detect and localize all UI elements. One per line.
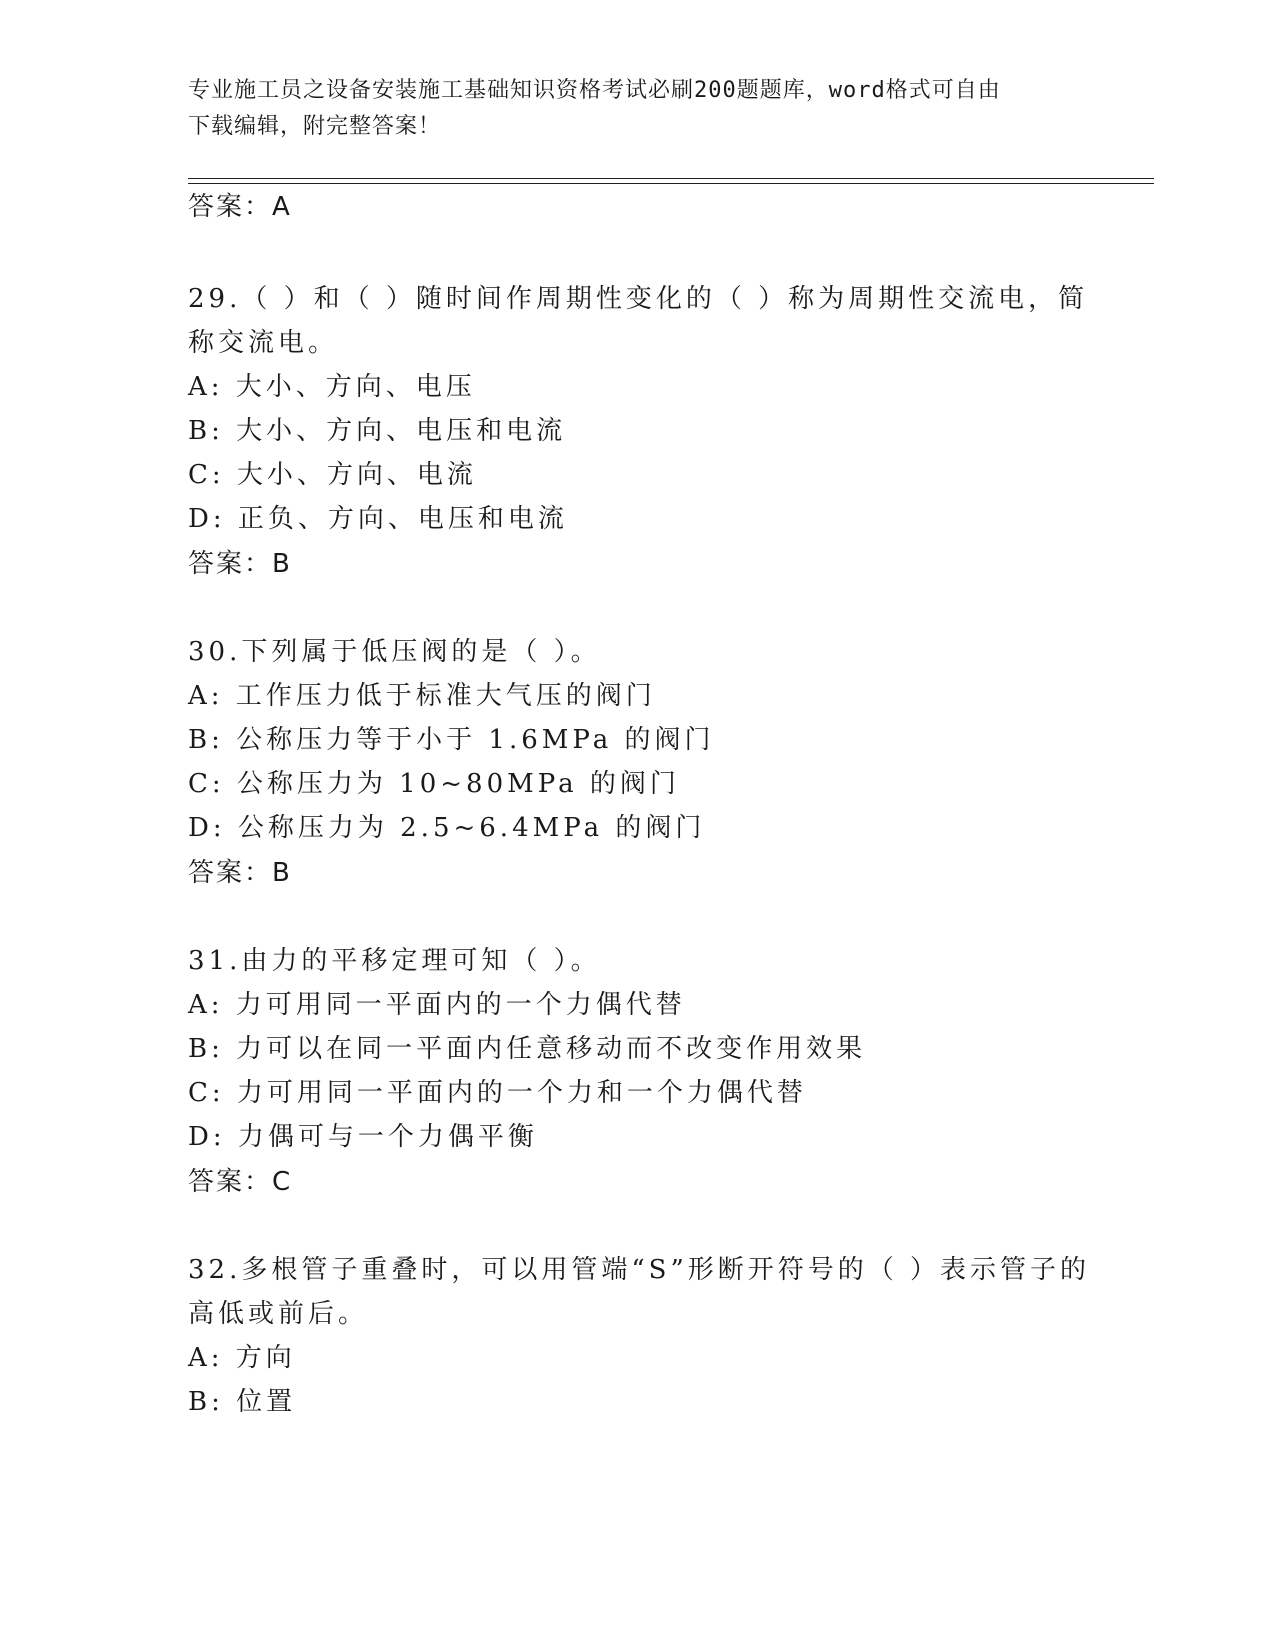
question-31-stem-line-1: 31.由力的平移定理可知（ ）。 bbox=[188, 946, 601, 976]
document-header bbox=[188, 73, 1088, 145]
question-31-option-d: D: 力偶可与一个力偶平衡 bbox=[188, 1122, 538, 1152]
question-30-option-a: A: 工作压力低于标准大气压的阀门 bbox=[188, 681, 656, 711]
answer-label: 答案：A bbox=[188, 192, 292, 222]
question-32-stem-line-1: 32.多根管子重叠时，可以用管端“S”形断开符号的（ ）表示管子的 bbox=[188, 1255, 1091, 1285]
question-30-answer: 答案：B bbox=[188, 858, 292, 888]
question-31-option-b: B: 力可以在同一平面内任意移动而不改变作用效果 bbox=[188, 1034, 867, 1064]
question-32-option-a: A: 方向 bbox=[188, 1343, 296, 1373]
question-30-option-b: B: 公称压力等于小于 1.6MPa 的阀门 bbox=[188, 725, 715, 755]
header-line-2: 下载编辑，附完整答案！ bbox=[188, 114, 442, 139]
question-29-option-b: B: 大小、方向、电压和电流 bbox=[188, 416, 567, 446]
question-30-stem-line-1: 30.下列属于低压阀的是（ ）。 bbox=[188, 637, 601, 667]
header-line-1: 专业施工员之设备安装施工基础知识资格考试必刷200题题库，word格式可自由 bbox=[188, 78, 1001, 103]
question-29-option-a: A: 大小、方向、电压 bbox=[188, 372, 476, 402]
question-32-option-b: B: 位置 bbox=[188, 1387, 297, 1417]
question-32-stem-line-2: 高低或前后。 bbox=[188, 1299, 369, 1329]
question-29-answer: 答案：B bbox=[188, 549, 292, 579]
question-31-answer: 答案：C bbox=[188, 1167, 293, 1197]
question-31-option-c: C: 力可用同一平面内的一个力和一个力偶代替 bbox=[188, 1078, 807, 1108]
question-30-option-c: C: 公称压力为 10~80MPa 的阀门 bbox=[188, 769, 680, 799]
question-30-option-d: D: 公称压力为 2.5~6.4MPa 的阀门 bbox=[188, 813, 706, 843]
question-29-option-c: C: 大小、方向、电流 bbox=[188, 460, 477, 490]
question-29-stem-line-1: 29.（ ）和（ ）随时间作周期性变化的（ ）称为周期性交流电，简 bbox=[188, 284, 1089, 314]
header-divider-top bbox=[188, 178, 1154, 179]
question-29-stem-line-2: 称交流电。 bbox=[188, 328, 339, 358]
question-31-option-a: A: 力可用同一平面内的一个力偶代替 bbox=[188, 990, 686, 1020]
header-divider-bottom bbox=[188, 183, 1154, 184]
question-29-option-d: D: 正负、方向、电压和电流 bbox=[188, 504, 568, 534]
